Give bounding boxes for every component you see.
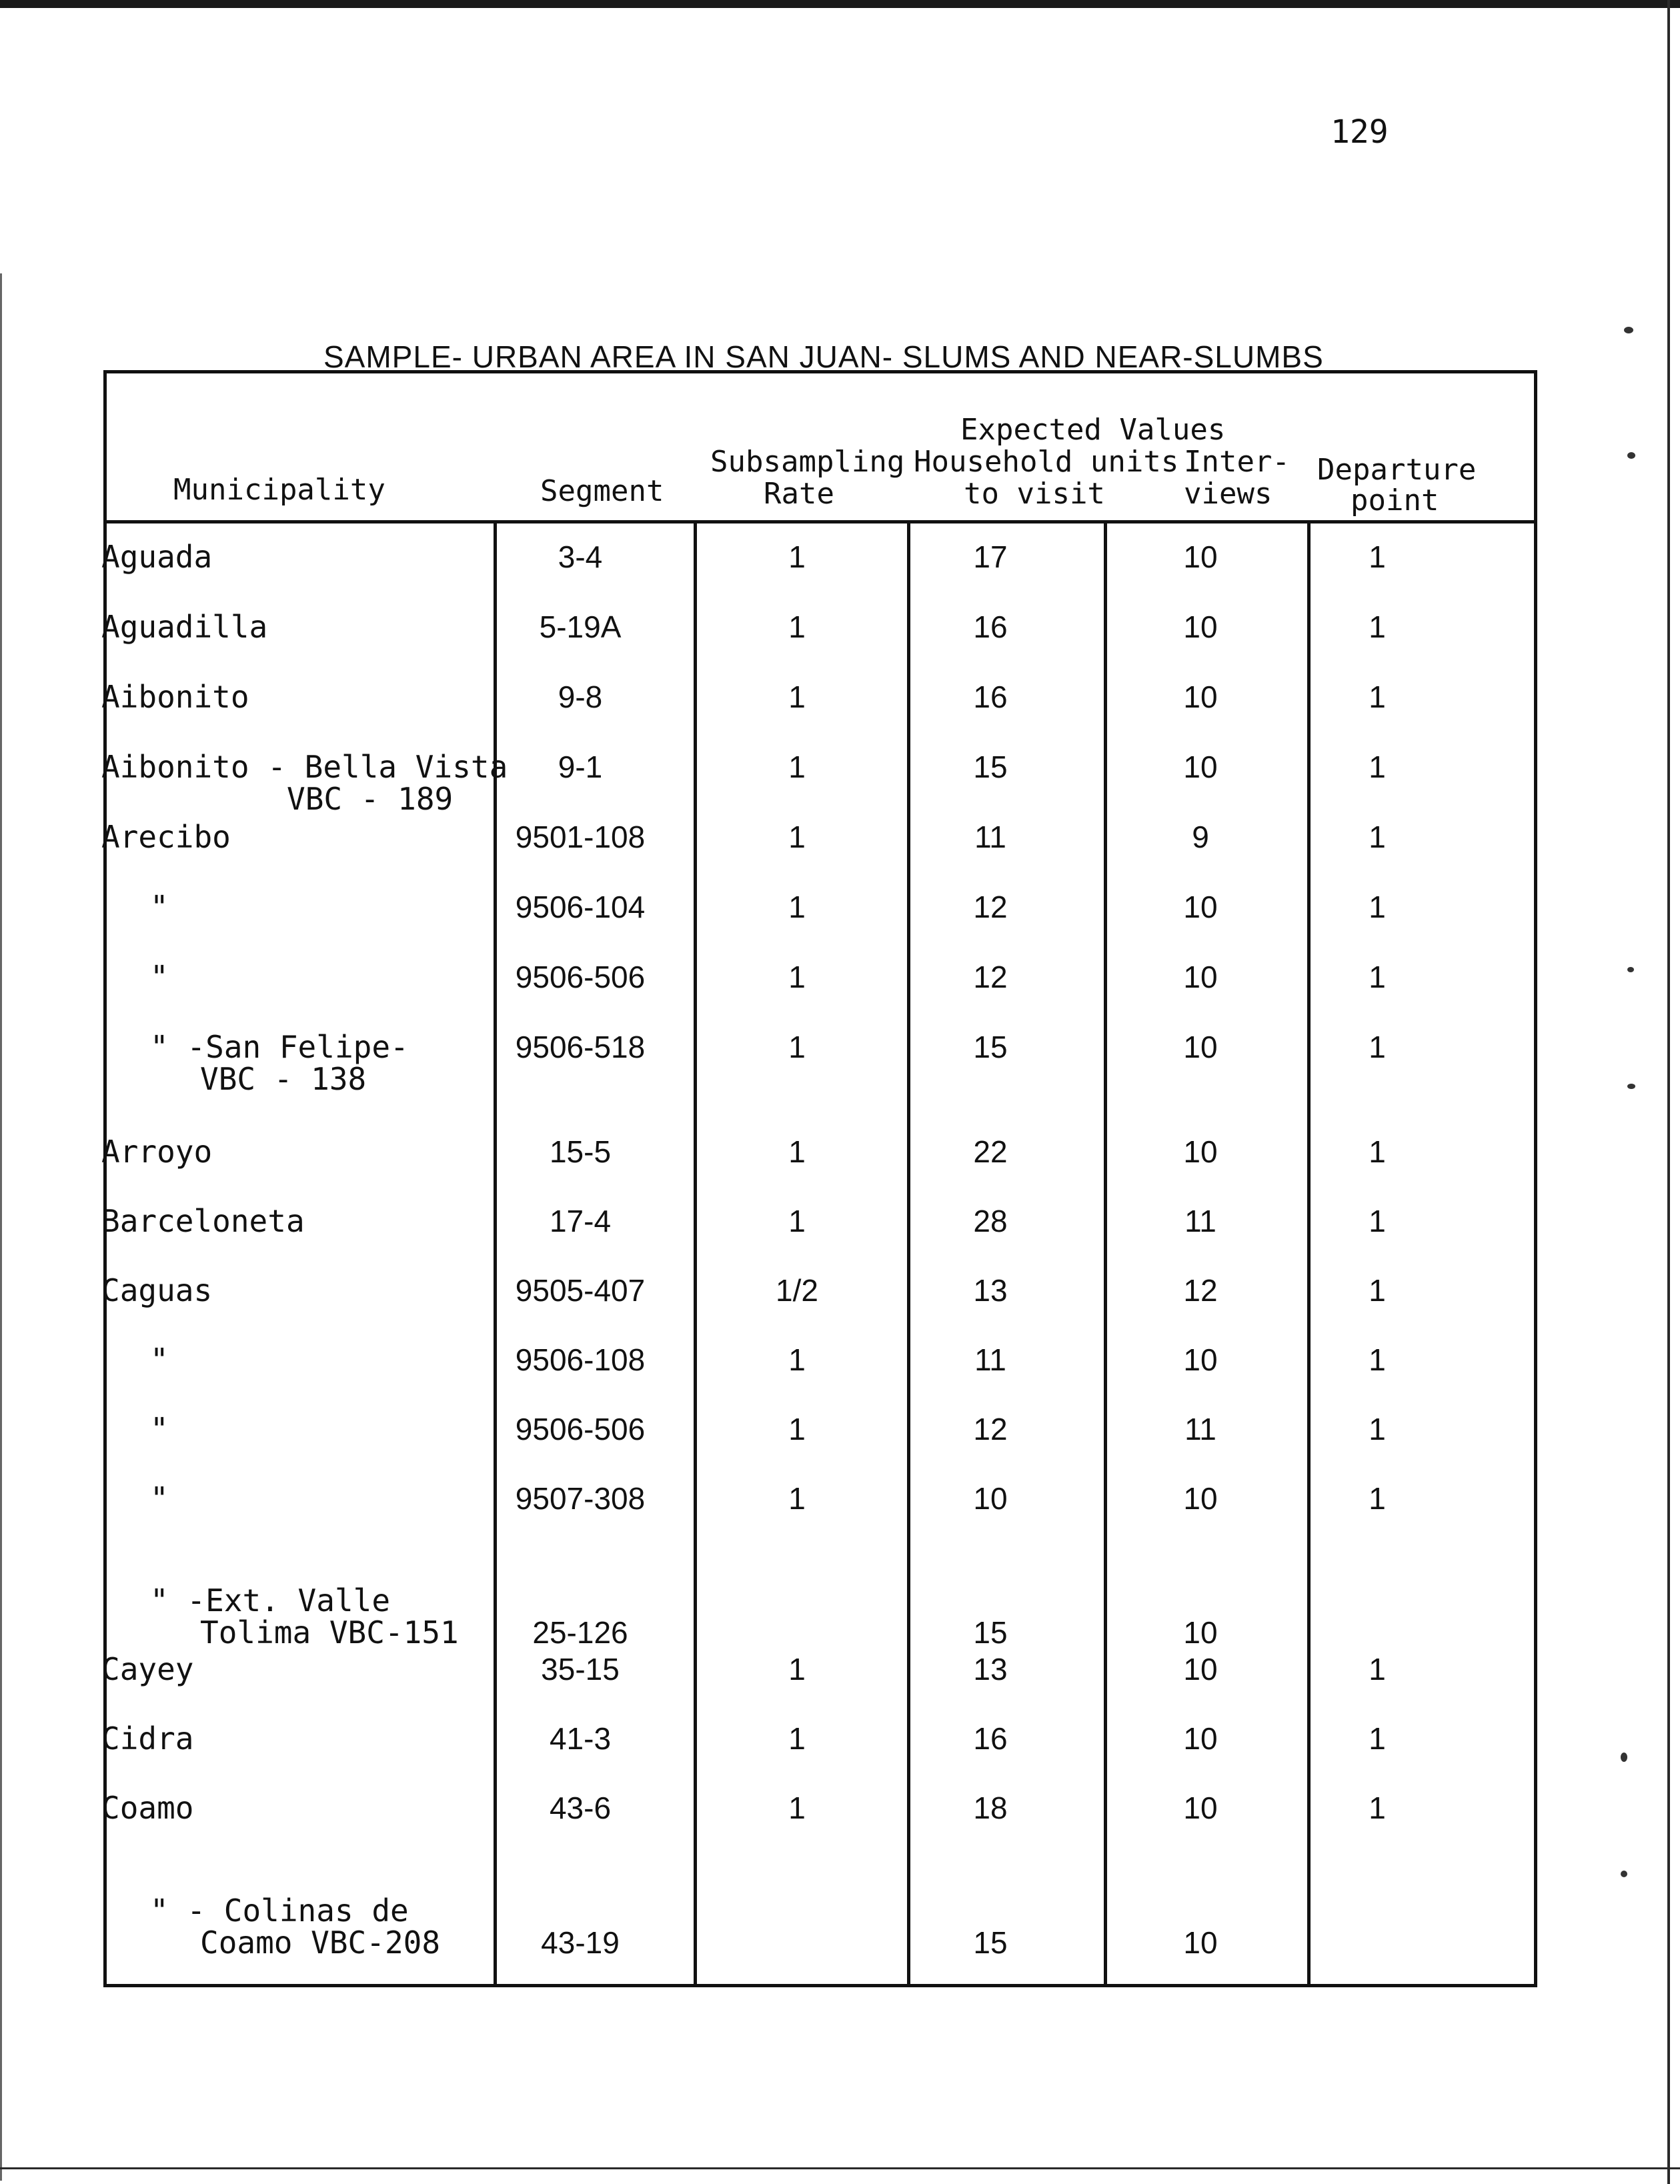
scan-speck xyxy=(1624,327,1633,333)
row-municipality: Aibonito xyxy=(101,679,249,715)
row-municipality: " xyxy=(150,889,169,925)
header-subsampling: Subsampling xyxy=(710,445,905,479)
page-top-edge xyxy=(0,0,1680,8)
row-departure-point: 1 xyxy=(1369,820,1386,854)
header-expected-values: Expected Values xyxy=(960,413,1226,447)
row-departure-point: 1 xyxy=(1369,610,1386,644)
page-bottom-edge xyxy=(0,2167,1680,2169)
row-departure-point: 1 xyxy=(1369,1652,1386,1687)
row-departure-point: 1 xyxy=(1369,1791,1386,1825)
row-interviews: 10 xyxy=(1183,1615,1218,1650)
row-subsampling-rate: 1 xyxy=(788,890,806,924)
row-household-units: 13 xyxy=(973,1652,1008,1687)
row-municipality: " xyxy=(150,1411,169,1447)
row-municipality: Cidra xyxy=(101,1721,194,1757)
row-segment: 5-19A xyxy=(539,610,622,644)
column-rule-5 xyxy=(1307,520,1311,1987)
row-household-units: 15 xyxy=(973,1030,1008,1064)
header-to-visit: to visit xyxy=(964,477,1105,511)
row-municipality: Arroyo xyxy=(101,1134,213,1170)
row-interviews: 10 xyxy=(1183,680,1218,714)
row-segment: 15-5 xyxy=(549,1134,612,1169)
row-departure-point: 1 xyxy=(1369,960,1386,994)
row-municipality: Cayey xyxy=(101,1651,194,1687)
row-departure-point: 1 xyxy=(1369,1273,1386,1308)
row-segment: 9507-308 xyxy=(515,1481,646,1516)
row-subsampling-rate: 1 xyxy=(788,1481,806,1516)
row-segment: 43-6 xyxy=(549,1791,612,1825)
row-departure-point: 1 xyxy=(1369,1481,1386,1516)
row-subsampling-rate: 1 xyxy=(788,1204,806,1238)
column-rule-3 xyxy=(907,520,910,1987)
row-municipality: Coamo xyxy=(101,1790,194,1826)
row-interviews: 10 xyxy=(1183,1791,1218,1825)
row-municipality: Arecibo xyxy=(101,819,231,855)
row-subsampling-rate: 1 xyxy=(788,1412,806,1446)
column-rule-4 xyxy=(1104,520,1107,1987)
row-interviews: 9 xyxy=(1192,820,1209,854)
row-household-units: 12 xyxy=(973,890,1008,924)
row-interviews: 10 xyxy=(1183,539,1218,574)
row-segment: 9506-506 xyxy=(515,960,646,994)
row-subsampling-rate: 1/2 xyxy=(776,1273,818,1308)
scan-speck xyxy=(1627,1084,1635,1089)
row-household-units: 16 xyxy=(973,610,1008,644)
row-subsampling-rate: 1 xyxy=(788,539,806,574)
table-title: SAMPLE- URBAN AREA IN SAN JUAN- SLUMS AND NEAR-SLUMBS xyxy=(323,339,1324,374)
row-interviews: 10 xyxy=(1183,890,1218,924)
row-interviews: 10 xyxy=(1183,1721,1218,1756)
page-number: 129 xyxy=(1331,113,1389,151)
row-subsampling-rate: 1 xyxy=(788,680,806,714)
row-subsampling-rate: 1 xyxy=(788,1721,806,1756)
row-interviews: 10 xyxy=(1183,610,1218,644)
row-municipality-continued: VBC - 189 xyxy=(287,781,454,817)
row-subsampling-rate: 1 xyxy=(788,1134,806,1169)
row-household-units: 13 xyxy=(973,1273,1008,1308)
scan-speck xyxy=(1621,1753,1627,1762)
row-segment: 9506-506 xyxy=(515,1412,646,1446)
row-municipality: " xyxy=(150,1342,169,1378)
row-subsampling-rate: 1 xyxy=(788,1791,806,1825)
row-municipality-continued: Tolima VBC-151 xyxy=(200,1614,459,1651)
row-municipality: " -Ext. Valle xyxy=(150,1582,391,1618)
row-household-units: 11 xyxy=(974,1342,1006,1377)
row-household-units: 12 xyxy=(973,960,1008,994)
column-rule-1 xyxy=(494,520,497,1987)
row-interviews: 10 xyxy=(1183,750,1218,784)
row-municipality: Caguas xyxy=(101,1272,213,1308)
row-household-units: 15 xyxy=(973,1925,1008,1960)
row-household-units: 22 xyxy=(973,1134,1008,1169)
row-segment: 9505-407 xyxy=(515,1273,646,1308)
row-departure-point: 1 xyxy=(1369,1412,1386,1446)
scan-speck xyxy=(1621,1871,1627,1877)
row-segment: 25-126 xyxy=(532,1615,628,1650)
row-municipality-continued: VBC - 138 xyxy=(200,1061,367,1097)
row-segment: 9501-108 xyxy=(515,820,646,854)
row-segment: 35-15 xyxy=(541,1652,620,1687)
page-right-edge xyxy=(1667,0,1670,2184)
row-subsampling-rate: 1 xyxy=(788,750,806,784)
row-municipality: " xyxy=(150,959,169,995)
header-rate: Rate xyxy=(764,477,834,511)
row-subsampling-rate: 1 xyxy=(788,1342,806,1377)
header-rule xyxy=(103,520,1537,523)
row-interviews: 10 xyxy=(1183,1652,1218,1687)
row-segment: 9-8 xyxy=(558,680,603,714)
header-point: point xyxy=(1351,483,1439,517)
row-household-units: 28 xyxy=(973,1204,1008,1238)
scan-speck xyxy=(1627,452,1635,459)
row-interviews: 11 xyxy=(1184,1412,1216,1446)
row-household-units: 12 xyxy=(973,1412,1008,1446)
row-segment: 9506-518 xyxy=(515,1030,646,1064)
row-interviews: 12 xyxy=(1183,1273,1218,1308)
row-segment: 41-3 xyxy=(549,1721,612,1756)
row-departure-point: 1 xyxy=(1369,750,1386,784)
row-departure-point: 1 xyxy=(1369,1342,1386,1377)
header-interviews: Inter- xyxy=(1184,445,1290,479)
row-household-units: 10 xyxy=(973,1481,1008,1516)
row-municipality: " - Colinas de xyxy=(150,1893,409,1929)
header-views: views xyxy=(1184,477,1273,511)
row-segment: 9-1 xyxy=(558,750,603,784)
row-departure-point: 1 xyxy=(1369,1134,1386,1169)
row-segment: 43-19 xyxy=(541,1925,620,1960)
scan-speck xyxy=(1627,967,1634,972)
row-household-units: 18 xyxy=(973,1791,1008,1825)
row-interviews: 10 xyxy=(1183,1134,1218,1169)
row-municipality: " xyxy=(150,1480,169,1516)
row-subsampling-rate: 1 xyxy=(788,1652,806,1687)
row-interviews: 10 xyxy=(1183,960,1218,994)
row-household-units: 11 xyxy=(974,820,1006,854)
row-subsampling-rate: 1 xyxy=(788,820,806,854)
row-segment: 3-4 xyxy=(558,539,603,574)
row-interviews: 10 xyxy=(1183,1342,1218,1377)
row-municipality-continued: Coamo VBC-208 xyxy=(200,1925,441,1961)
row-interviews: 10 xyxy=(1183,1030,1218,1064)
row-departure-point: 1 xyxy=(1369,1204,1386,1238)
row-departure-point: 1 xyxy=(1369,890,1386,924)
row-municipality: Aibonito - Bella Vista xyxy=(101,749,508,785)
row-subsampling-rate: 1 xyxy=(788,610,806,644)
row-interviews: 10 xyxy=(1183,1925,1218,1960)
row-subsampling-rate: 1 xyxy=(788,960,806,994)
row-interviews: 10 xyxy=(1183,1481,1218,1516)
row-departure-point: 1 xyxy=(1369,1030,1386,1064)
header-departure: Departure xyxy=(1317,453,1477,487)
row-interviews: 11 xyxy=(1184,1204,1216,1238)
row-subsampling-rate: 1 xyxy=(788,1030,806,1064)
row-departure-point: 1 xyxy=(1369,680,1386,714)
row-household-units: 15 xyxy=(973,1615,1008,1650)
row-municipality: Aguadilla xyxy=(101,609,268,645)
row-municipality: " -San Felipe- xyxy=(150,1029,409,1065)
row-household-units: 15 xyxy=(973,750,1008,784)
row-household-units: 17 xyxy=(973,539,1008,574)
header-segment: Segment xyxy=(540,474,664,508)
header-household: Household units xyxy=(914,445,1179,479)
row-household-units: 16 xyxy=(973,1721,1008,1756)
row-segment: 9506-108 xyxy=(515,1342,646,1377)
row-segment: 9506-104 xyxy=(515,890,646,924)
row-departure-point: 1 xyxy=(1369,1721,1386,1756)
header-municipality: Municipality xyxy=(173,473,385,507)
row-departure-point: 1 xyxy=(1369,539,1386,574)
page-left-edge xyxy=(0,273,2,2181)
column-rule-2 xyxy=(694,520,697,1987)
row-municipality: Aguada xyxy=(101,539,213,575)
row-municipality: Barceloneta xyxy=(101,1203,305,1239)
row-segment: 17-4 xyxy=(549,1204,612,1238)
row-household-units: 16 xyxy=(973,680,1008,714)
